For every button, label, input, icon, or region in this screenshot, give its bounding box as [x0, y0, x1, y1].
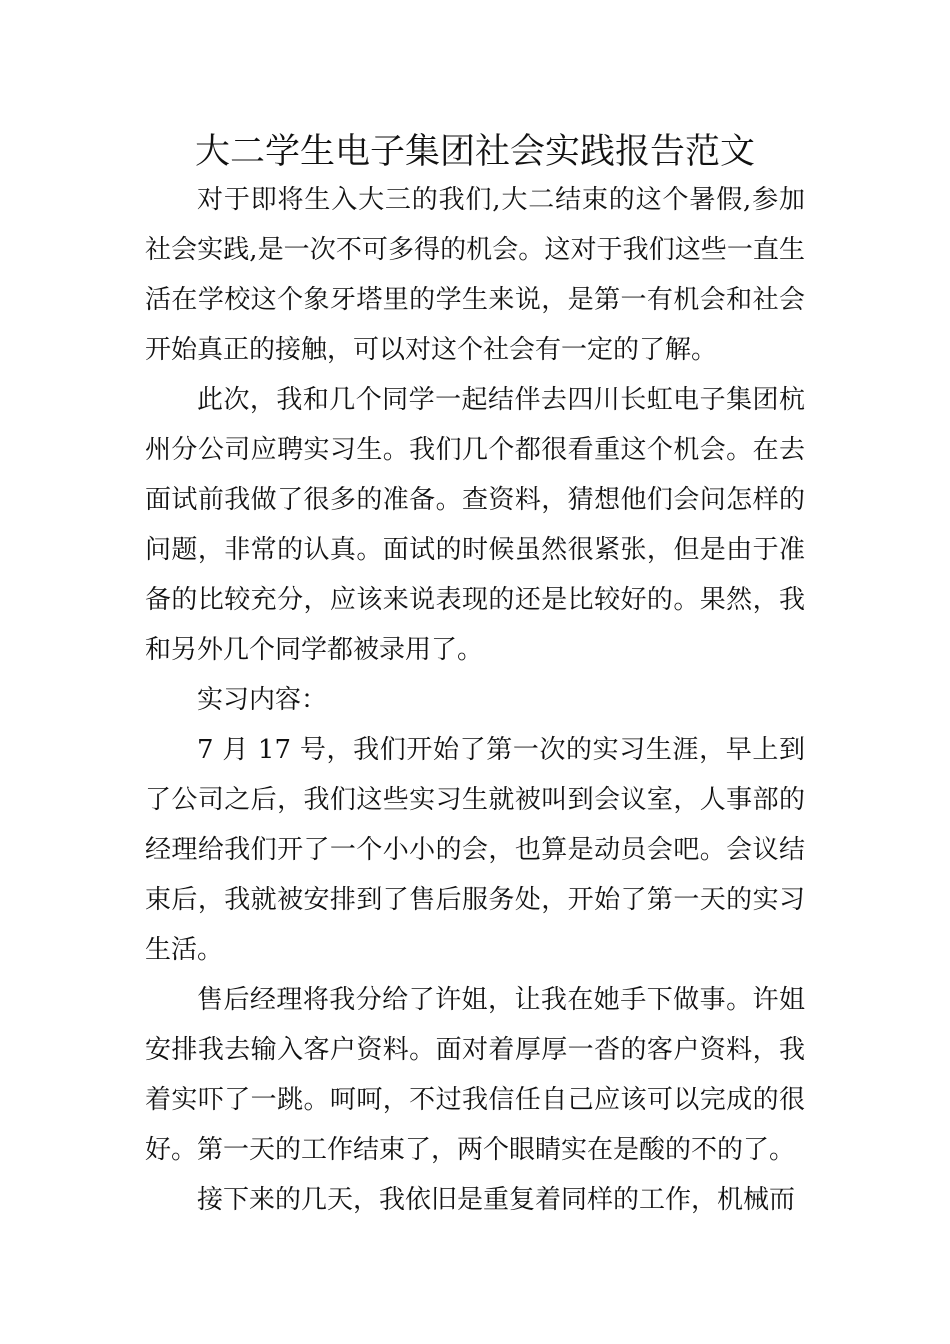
paragraph: 接下来的几天，我依旧是重复着同样的工作，机械而 — [197, 1185, 796, 1215]
paragraph: 此次，我和几个同学一起结伴去四川长虹电子集团杭州分公司应聘实习生。我们几个都很看重这个机会。在去面试前我做了很多的准备。查资料，猜想他们会问怎样的问题，非常的认真。面试的时候虽然很紧张，但是由于准备的比较充分，应该来说表现的还是比较好的。果然，我和另外几个同学都被录用了。 — [145, 385, 805, 665]
document-body — [145, 175, 805, 1225]
paragraph: 对于即将生入大三的我们,大二结束的这个暑假,参加社会实践,是一次不可多得的机会。这对于我们这些一直生活在学校这个象牙塔里的学生来说，是第一有机会和社会开始真正的接触，可以对这个社会有一定的了解。 — [145, 185, 805, 365]
document-title: 大二学生电子集团社会实践报告范文 — [194, 132, 755, 172]
section-heading: 实习内容： — [197, 685, 328, 715]
paragraph: 7 月 17 号，我们开始了第一次的实习生涯，早上到了公司之后，我们这些实习生就被叫到会议室，人事部的经理给我们开了一个小小的会，也算是动员会吧。会议结束后，我就被安排到了售后服务处，开始了第一天的实习生活。 — [145, 735, 805, 965]
paragraph: 售后经理将我分给了许姐，让我在她手下做事。许姐安排我去输入客户资料。面对着厚厚一沓的客户资料，我着实吓了一跳。呵呵，不过我信任自己应该可以完成的很好。第一天的工作结束了，两个眼睛实在是酸的不的了。 — [145, 985, 805, 1165]
